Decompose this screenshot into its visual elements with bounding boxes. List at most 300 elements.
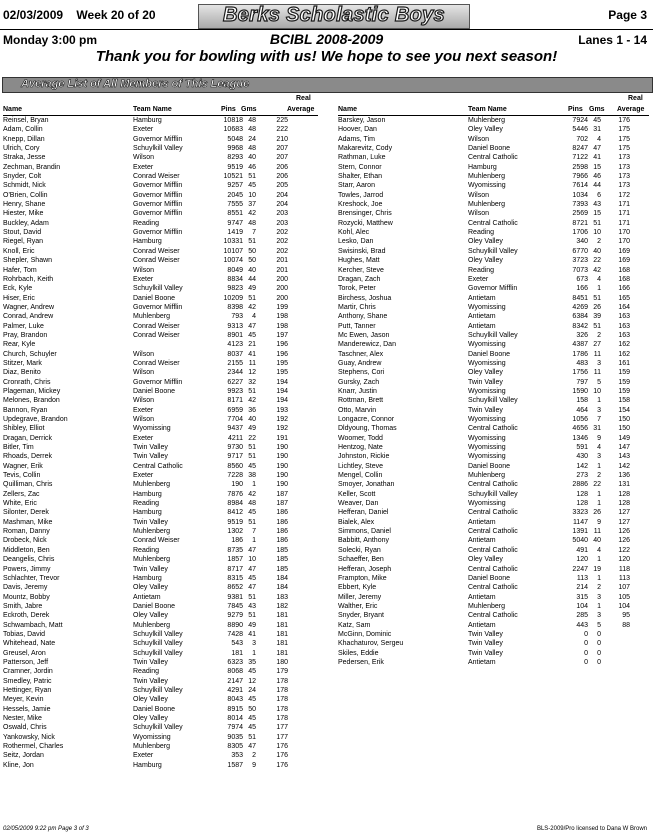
games: 4 xyxy=(597,135,601,143)
average: 142 xyxy=(618,462,630,470)
member-name: Hughes, Matt xyxy=(338,257,380,265)
games: 1 xyxy=(252,481,256,489)
pins: 128 xyxy=(576,490,588,498)
average: 207 xyxy=(276,145,288,153)
member-name: Dragan, Zach xyxy=(338,275,381,283)
table-row xyxy=(3,153,318,162)
member-name: White, Eric xyxy=(3,500,37,508)
average: 127 xyxy=(618,518,630,526)
average: 170 xyxy=(618,229,630,237)
games: 40 xyxy=(248,266,256,274)
games: 47 xyxy=(248,743,256,751)
table-row xyxy=(3,359,318,368)
average: 105 xyxy=(618,593,630,601)
pins: 10107 xyxy=(223,247,243,255)
average: 169 xyxy=(618,257,630,265)
team-name: Oley Valley xyxy=(468,257,503,265)
games: 42 xyxy=(248,210,256,218)
games: 41 xyxy=(593,154,601,162)
pins: 0 xyxy=(584,640,588,648)
pins: 1857 xyxy=(227,556,243,564)
games: 31 xyxy=(593,126,601,134)
games: 44 xyxy=(248,275,256,283)
team-name: Governor Mifflin xyxy=(133,229,183,237)
average: 204 xyxy=(276,191,288,199)
table-row xyxy=(3,723,318,732)
pins: 4269 xyxy=(572,303,588,311)
pins: 0 xyxy=(584,630,588,638)
table-row xyxy=(338,284,649,293)
table-row xyxy=(338,340,649,349)
team-name: Governor Mifflin xyxy=(133,182,183,190)
member-name: Knoll, Eric xyxy=(3,247,35,255)
pins: 1147 xyxy=(572,518,588,526)
pins: 7228 xyxy=(227,472,243,480)
pins: 7924 xyxy=(572,117,588,124)
table-row xyxy=(3,527,318,536)
pins: 8984 xyxy=(227,500,243,508)
games: 5 xyxy=(597,621,601,629)
team-name: Wyomissing xyxy=(468,453,506,461)
games: 46 xyxy=(593,173,601,181)
table-row xyxy=(338,153,649,162)
games: 49 xyxy=(248,285,256,293)
pins: 1302 xyxy=(227,528,243,536)
average: 199 xyxy=(276,303,288,311)
table-row xyxy=(3,499,318,508)
member-name: Middleton, Ben xyxy=(3,546,50,554)
team-name: Schuylkill Valley xyxy=(133,686,183,694)
pins: 326 xyxy=(576,331,588,339)
col-average-header: Average xyxy=(287,106,315,113)
games: 47 xyxy=(248,584,256,592)
team-name: Central Catholic xyxy=(133,462,183,470)
pins: 186 xyxy=(231,537,243,545)
member-name: Melones, Brandon xyxy=(3,397,60,405)
team-name: Oley Valley xyxy=(133,715,168,722)
member-name: Rohrbach, Keith xyxy=(3,275,54,283)
pins: 214 xyxy=(576,584,588,592)
member-name: Straka, Jesse xyxy=(3,154,46,162)
pins: 6323 xyxy=(227,658,243,666)
team-name: Schuylkill Valley xyxy=(133,649,183,657)
games: 10 xyxy=(593,387,601,395)
member-name: Ebbert, Kyle xyxy=(338,584,377,592)
member-name: Rozycki, Matthew xyxy=(338,219,393,227)
member-name: Manderewicz, Dan xyxy=(338,341,396,349)
pins: 9747 xyxy=(227,219,243,227)
pins: 10074 xyxy=(223,257,243,265)
games: 1 xyxy=(597,397,601,405)
table-row xyxy=(338,415,649,424)
team-name: Wyomissing xyxy=(468,444,506,452)
table-row xyxy=(3,630,318,639)
table-row xyxy=(3,705,318,714)
member-name: Tobias, David xyxy=(3,630,46,638)
pins: 181 xyxy=(231,649,243,657)
team-name: Central Catholic xyxy=(468,509,518,517)
table-row xyxy=(3,116,318,125)
pins: 491 xyxy=(576,546,588,554)
table-row xyxy=(3,649,318,658)
average: 127 xyxy=(618,509,630,517)
pins: 443 xyxy=(576,621,588,629)
member-name: Deangelis, Chris xyxy=(3,556,55,564)
games: 51 xyxy=(593,294,601,302)
games: 51 xyxy=(248,453,256,461)
member-name: Hafer, Tom xyxy=(3,266,37,274)
member-name: Yankowsky, Nick xyxy=(3,733,55,741)
average: 181 xyxy=(276,621,288,629)
average: 163 xyxy=(618,313,630,321)
member-name: Walther, Eric xyxy=(338,602,378,610)
member-name: Whitehead, Nate xyxy=(3,640,56,648)
team-name: Central Catholic xyxy=(468,219,518,227)
games: 43 xyxy=(248,602,256,610)
team-name: Antietam xyxy=(133,593,161,601)
team-name: Antietam xyxy=(468,658,496,666)
table-row xyxy=(3,312,318,321)
member-name: Hiser, Eric xyxy=(3,294,35,302)
team-name: Reading xyxy=(133,219,160,227)
games: 39 xyxy=(593,313,601,321)
member-name: Rothermel, Charles xyxy=(3,743,64,751)
table-row xyxy=(3,256,318,265)
team-name: Hamburg xyxy=(133,117,162,124)
pins: 8890 xyxy=(227,621,243,629)
member-name: Schmidt, Nick xyxy=(3,182,46,190)
team-name: Exeter xyxy=(468,275,489,283)
pins: 0 xyxy=(584,658,588,666)
games: 3 xyxy=(597,406,601,414)
games: 48 xyxy=(248,219,256,227)
member-name: Nester, Mike xyxy=(3,715,42,722)
games: 10 xyxy=(248,556,256,564)
team-name: Wilson xyxy=(133,416,155,423)
team-name: Exeter xyxy=(133,126,154,134)
team-name: Hamburg xyxy=(468,163,497,171)
average: 178 xyxy=(276,686,288,694)
average: 169 xyxy=(618,247,630,255)
average: 126 xyxy=(618,528,630,536)
average: 159 xyxy=(618,378,630,386)
pins: 1056 xyxy=(572,416,588,423)
games: 6 xyxy=(597,191,601,199)
pins: 430 xyxy=(576,453,588,461)
games: 4 xyxy=(597,546,601,554)
pins: 8451 xyxy=(572,294,588,302)
team-name: Wyomissing xyxy=(468,182,506,190)
table-row xyxy=(338,275,649,284)
pins: 6227 xyxy=(227,378,243,386)
pins: 8305 xyxy=(227,743,243,751)
table-row xyxy=(338,518,649,527)
pins: 4656 xyxy=(572,425,588,433)
member-name: Buckley, Adam xyxy=(3,219,49,227)
games: 0 xyxy=(597,640,601,648)
games: 37 xyxy=(248,201,256,209)
average: 200 xyxy=(276,275,288,283)
games: 51 xyxy=(248,173,256,181)
table-row xyxy=(3,387,318,396)
table-row xyxy=(338,163,649,172)
member-name: Drobeck, Nick xyxy=(3,537,47,545)
member-name: Schlachter, Trevor xyxy=(3,574,60,582)
pins: 7073 xyxy=(572,266,588,274)
games: 51 xyxy=(248,238,256,246)
table-row xyxy=(3,583,318,592)
league-name: BCIBL 2008-2009 xyxy=(269,31,384,47)
table-row xyxy=(338,602,649,611)
team-name: Reading xyxy=(468,266,495,274)
pins: 9437 xyxy=(227,425,243,433)
table-row xyxy=(3,424,318,433)
left-member-list xyxy=(3,116,318,770)
team-name: Antietam xyxy=(468,621,496,629)
pins: 8834 xyxy=(227,275,243,283)
average: 88 xyxy=(622,621,630,629)
member-name: Davis, Jeremy xyxy=(3,584,48,592)
team-name: Schuylkill Valley xyxy=(468,397,518,405)
average: 190 xyxy=(276,472,288,480)
team-name: Schuylkill Valley xyxy=(468,490,518,498)
average: 190 xyxy=(276,462,288,470)
team-name: Wyomissing xyxy=(468,387,506,395)
team-name: Wyomissing xyxy=(468,359,506,367)
team-name: Governor Mifflin xyxy=(133,210,183,218)
table-row xyxy=(3,303,318,312)
pins: 8014 xyxy=(227,715,243,722)
member-name: O'Brien, Collin xyxy=(3,191,48,199)
team-name: Wilson xyxy=(468,210,490,218)
col-team-header: Team Name xyxy=(468,106,507,113)
member-name: Dragan, Derrick xyxy=(3,434,53,442)
table-row xyxy=(3,443,318,452)
pins: 8171 xyxy=(227,397,243,405)
table-row xyxy=(338,359,649,368)
member-name: Church, Schuyler xyxy=(3,350,57,358)
average: 176 xyxy=(618,117,630,124)
member-name: Stitzer, Mark xyxy=(3,359,42,367)
games: 47 xyxy=(593,145,601,153)
table-row xyxy=(3,686,318,695)
average: 128 xyxy=(618,490,630,498)
team-name: Conrad Weiser xyxy=(133,173,180,181)
member-name: Johnston, Rickie xyxy=(338,453,390,461)
team-name: Muhlenberg xyxy=(133,556,170,564)
team-name: Wyomissing xyxy=(468,303,506,311)
team-name: Twin Valley xyxy=(468,378,503,386)
team-name: Oley Valley xyxy=(468,556,503,564)
games: 40 xyxy=(593,537,601,545)
average: 185 xyxy=(276,546,288,554)
team-name: Wyomissing xyxy=(468,416,506,423)
average: 136 xyxy=(618,472,630,480)
table-row xyxy=(3,275,318,284)
average: 164 xyxy=(618,303,630,311)
team-name: Conrad Weiser xyxy=(133,257,180,265)
pins: 4387 xyxy=(572,341,588,349)
thanks-message: Thank you for bowling with us! We hope to see you next season! xyxy=(95,48,558,65)
team-name: Governor Mifflin xyxy=(133,378,183,386)
table-row xyxy=(3,415,318,424)
games: 1 xyxy=(252,649,256,657)
games: 2 xyxy=(597,238,601,246)
member-name: Lesko, Dan xyxy=(338,238,374,246)
table-row xyxy=(3,284,318,293)
pins: 10209 xyxy=(223,294,243,302)
team-name: Governor Mifflin xyxy=(133,201,183,209)
table-row xyxy=(338,312,649,321)
member-name: Palmer, Luke xyxy=(3,322,44,330)
member-name: Smith, Jabre xyxy=(3,602,43,610)
games: 24 xyxy=(248,686,256,694)
team-name: Twin Valley xyxy=(468,649,503,657)
games: 47 xyxy=(248,546,256,554)
games: 1 xyxy=(597,285,601,293)
member-name: Mashman, Mike xyxy=(3,518,53,526)
team-name: Wilson xyxy=(133,369,155,377)
pins: 8049 xyxy=(227,266,243,274)
table-row xyxy=(338,256,649,265)
member-name: Stout, David xyxy=(3,229,42,237)
pins: 6384 xyxy=(572,313,588,321)
games: 22 xyxy=(593,257,601,265)
table-row xyxy=(338,144,649,153)
table-row xyxy=(338,443,649,452)
member-name: Greusel, Aron xyxy=(3,649,46,657)
team-name: Oley Valley xyxy=(133,584,168,592)
average: 170 xyxy=(618,238,630,246)
member-name: Shepler, Shawn xyxy=(3,257,53,265)
games: 12 xyxy=(248,677,256,685)
pins: 128 xyxy=(576,500,588,508)
average: 205 xyxy=(276,182,288,190)
team-name: Schuylkill Valley xyxy=(133,285,183,293)
member-name: Stern, Connor xyxy=(338,163,382,171)
report-date: 02/03/2009 xyxy=(3,8,64,22)
pins: 104 xyxy=(576,602,588,610)
average: 118 xyxy=(618,565,630,573)
table-row xyxy=(338,247,649,256)
table-row xyxy=(338,406,649,415)
pins: 1346 xyxy=(572,434,588,442)
table-row xyxy=(3,434,318,443)
table-row xyxy=(3,350,318,359)
table-row xyxy=(338,228,649,237)
table-row xyxy=(3,490,318,499)
table-row xyxy=(3,639,318,648)
member-name: Makarevitz, Cody xyxy=(338,145,393,153)
member-name: Babbitt, Anthony xyxy=(338,537,389,545)
average: 128 xyxy=(618,500,630,508)
average: 159 xyxy=(618,387,630,395)
section-title: Average List of All Members of This League xyxy=(21,78,250,90)
table-row xyxy=(338,583,649,592)
member-name: Gursky, Zach xyxy=(338,378,380,386)
league-title-banner xyxy=(198,4,470,29)
pins: 10521 xyxy=(223,173,243,181)
table-row xyxy=(338,480,649,489)
member-name: Hettinger, Ryan xyxy=(3,686,52,694)
team-name: Wilson xyxy=(468,135,490,143)
member-name: Reinsel, Bryan xyxy=(3,117,49,124)
average: 225 xyxy=(276,117,288,124)
games: 22 xyxy=(593,481,601,489)
pins: 9923 xyxy=(227,387,243,395)
team-name: Oley Valley xyxy=(133,696,168,704)
games: 1 xyxy=(597,602,601,610)
member-name: Keller, Scott xyxy=(338,490,376,498)
pins: 4123 xyxy=(227,341,243,349)
member-name: Plageman, Mickey xyxy=(3,387,61,395)
member-name: Meyer, Kevin xyxy=(3,696,44,704)
member-name: Frampton, Mike xyxy=(338,574,387,582)
member-name: Kercher, Steve xyxy=(338,266,384,274)
col-gms-header: Gms xyxy=(589,106,605,113)
team-name: Twin Valley xyxy=(133,677,168,685)
footer-timestamp: 02/05/2009 9:22 pm Page 3 of 3 xyxy=(3,826,89,832)
member-name: Henry, Shane xyxy=(3,201,46,209)
table-row xyxy=(3,480,318,489)
team-name: Muhlenberg xyxy=(468,201,505,209)
table-row xyxy=(338,219,649,228)
average: 149 xyxy=(618,434,630,442)
table-row xyxy=(338,116,649,125)
table-row xyxy=(338,424,649,433)
games: 45 xyxy=(248,331,256,339)
average: 198 xyxy=(276,322,288,330)
team-name: Central Catholic xyxy=(468,528,518,536)
average: 178 xyxy=(276,705,288,713)
average: 178 xyxy=(276,715,288,722)
member-name: Knepp, Dillan xyxy=(3,135,45,143)
member-name: Conrad, Andrew xyxy=(3,313,54,321)
average: 203 xyxy=(276,219,288,227)
average: 201 xyxy=(276,266,288,274)
team-name: Muhlenberg xyxy=(468,472,505,480)
member-name: Adams, Tim xyxy=(338,135,375,143)
table-row xyxy=(3,191,318,200)
header-divider xyxy=(0,29,653,30)
member-name: Putt, Tanner xyxy=(338,322,376,330)
col-gms-header: Gms xyxy=(241,106,257,113)
team-name: Central Catholic xyxy=(468,546,518,554)
average: 168 xyxy=(618,275,630,283)
games: 45 xyxy=(248,509,256,517)
table-row xyxy=(3,237,318,246)
pins: 8043 xyxy=(227,696,243,704)
games: 48 xyxy=(248,145,256,153)
games: 3 xyxy=(252,640,256,648)
member-name: Taschner, Alex xyxy=(338,350,384,358)
team-name: Hamburg xyxy=(133,238,162,246)
table-row xyxy=(3,181,318,190)
average: 107 xyxy=(618,584,630,592)
team-name: Wilson xyxy=(133,397,155,405)
member-name: Katz, Sam xyxy=(338,621,371,629)
games: 41 xyxy=(248,630,256,638)
team-name: Exeter xyxy=(133,434,154,442)
team-name: Central Catholic xyxy=(468,425,518,433)
pins: 7122 xyxy=(572,154,588,162)
pins: 7974 xyxy=(227,724,243,732)
table-row xyxy=(338,191,649,200)
pins: 0 xyxy=(584,649,588,657)
pins: 2344 xyxy=(227,369,243,377)
games: 4 xyxy=(252,313,256,321)
member-name: Pedersen, Erik xyxy=(338,658,384,666)
